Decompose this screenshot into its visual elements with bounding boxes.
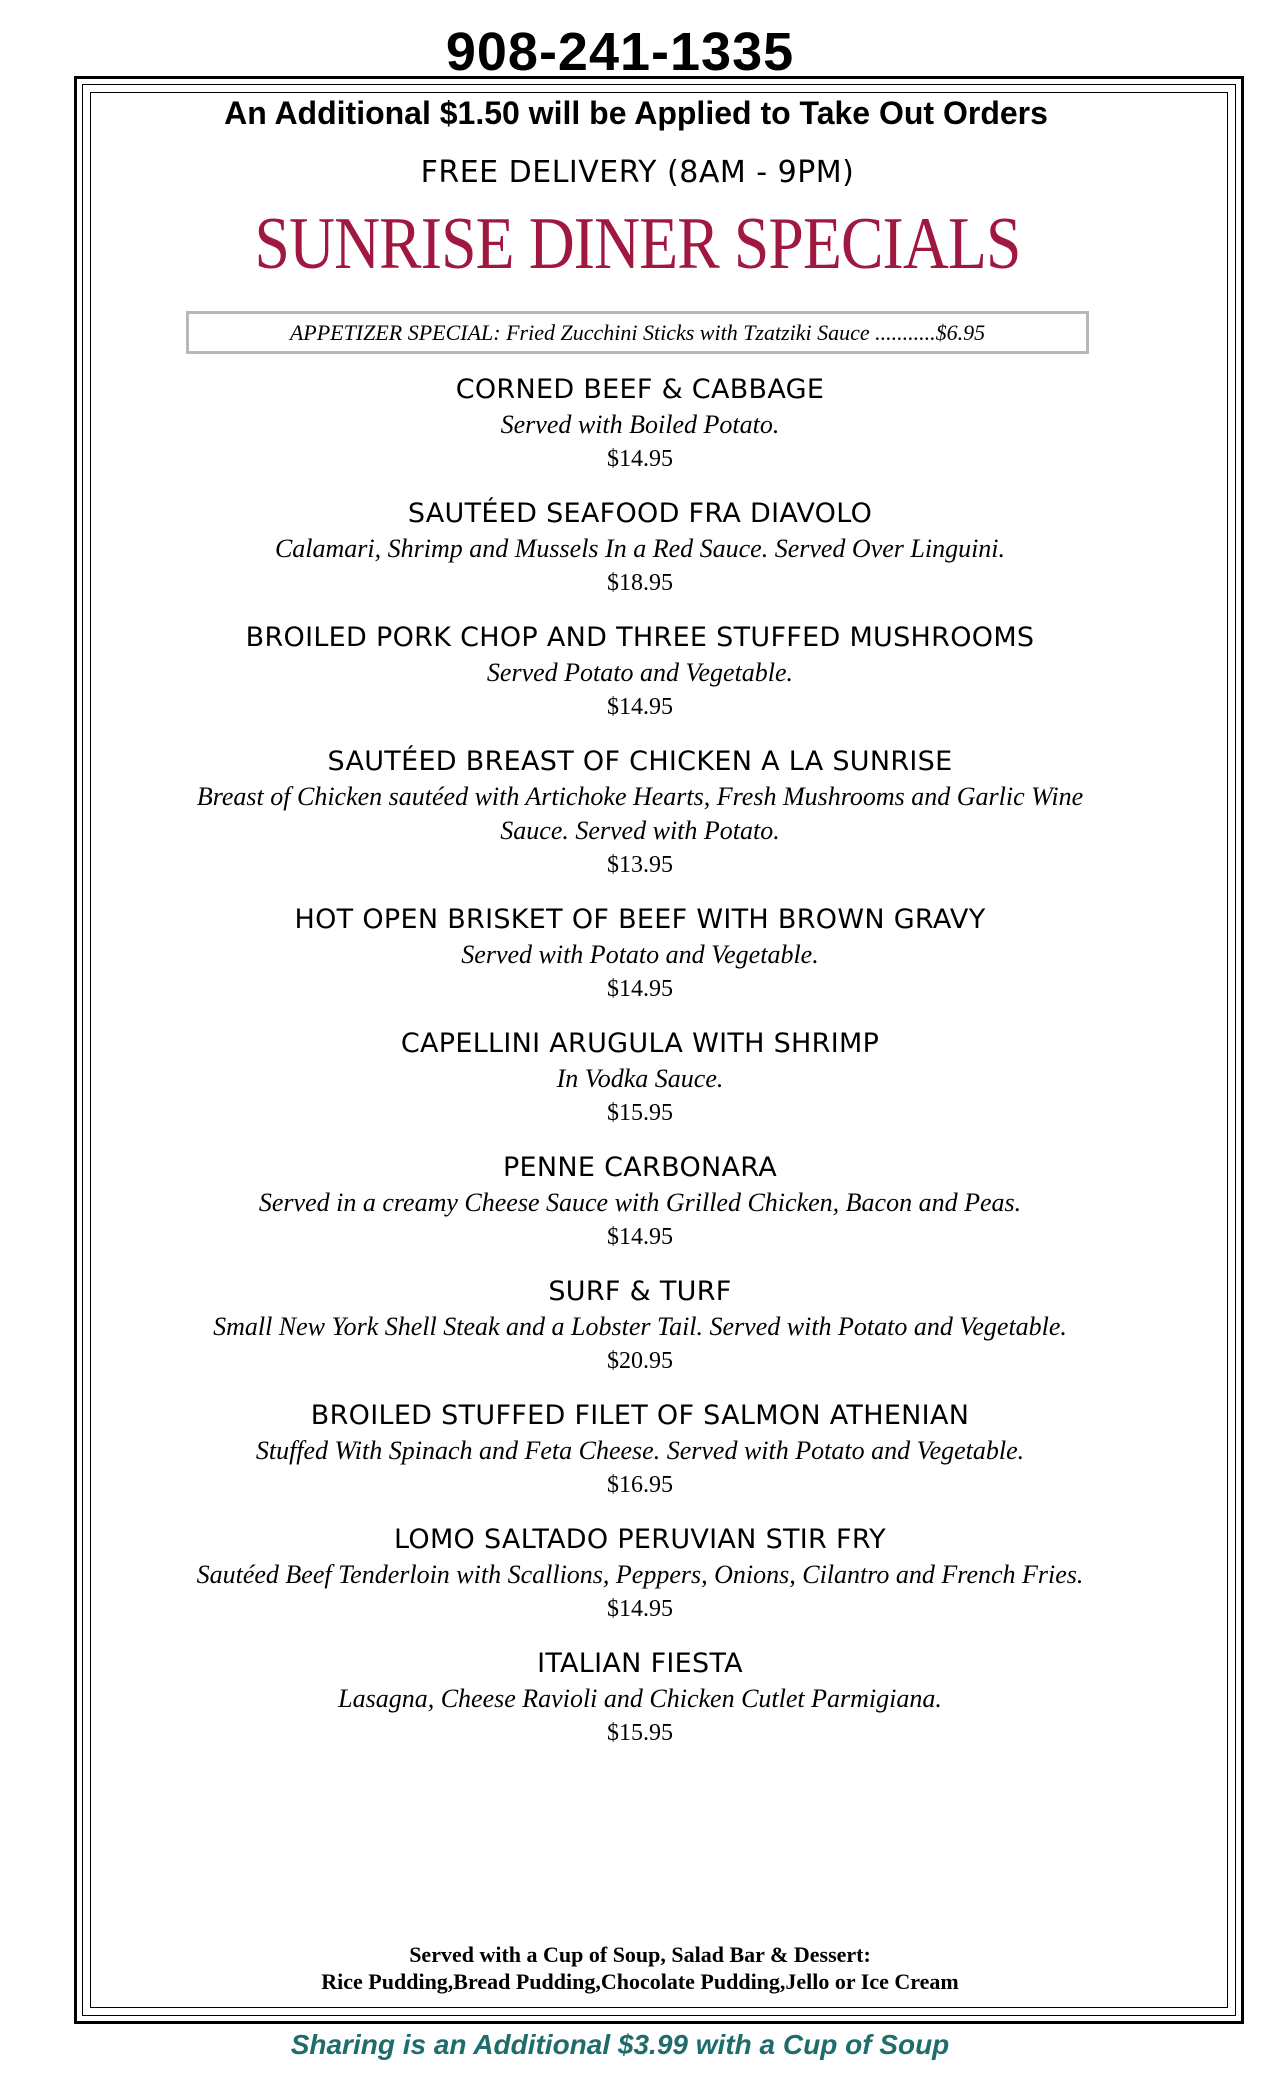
takeout-notice: An Additional $1.50 will be Applied to Take Out Orders [96,94,1176,132]
item-price: $20.95 [607,1348,673,1374]
item-description: Served in a creamy Cheese Sauce with Grilled Chicken, Bacon and Peas. [258,1188,1022,1217]
included-sides-line2: Rice Pudding,Bread Pudding,Chocolate Pudding,Jello or Ice Cream [321,1969,959,1994]
item-name: LOMO SALTADO PERUVIAN STIR FRY [394,1524,886,1555]
menu-item [180,372,1100,476]
item-price: $15.95 [607,1100,673,1126]
item-description: Served Potato and Vegetable. [486,658,794,687]
menu-item [180,1026,1100,1130]
item-description: Small New York Shell Steak and a Lobster Tail. Served with Potato and Vegetable. [213,1312,1067,1341]
item-description: Calamari, Shrimp and Mussels In a Red Sauce. Served Over Linguini. [274,534,1006,563]
item-name: ITALIAN FIESTA [537,1648,743,1679]
sharing-notice: Sharing is an Additional $3.99 with a Cup of Soup [290,2029,950,2060]
menu-item [180,496,1100,600]
menu-item [180,902,1100,1006]
item-price: $14.95 [607,446,673,472]
menu-item [180,1646,1100,1750]
item-name: CORNED BEEF & CABBAGE [455,374,825,405]
item-price: $15.95 [607,1720,673,1746]
item-name: SURF & TURF [548,1276,732,1307]
item-description: Breast of Chicken sautéed with Artichoke Hearts, Fresh Mushrooms and Garlic Wine Sauce. Served with Potato. [196,782,1084,845]
menu-item [180,1150,1100,1254]
item-price: $14.95 [607,976,673,1002]
item-description: Stuffed With Spinach and Feta Cheese. Served with Potato and Vegetable. [255,1436,1025,1465]
item-description: Served with Boiled Potato. [500,410,780,439]
item-name: SAUTÉED SEAFOOD FRA DIAVOLO [407,498,873,529]
menu-item [180,1522,1100,1626]
item-description: Lasagna, Cheese Ravioli and Chicken Cutlet Parmigiana. [338,1684,942,1713]
appetizer-special-text: APPETIZER SPECIAL: Fried Zucchini Sticks with Tzatziki Sauce ...........$6.95 [289,320,986,345]
included-sides-note [180,1941,1100,1995]
item-name: HOT OPEN BRISKET OF BEEF WITH BROWN GRAVY [294,904,986,935]
item-name: CAPELLINI ARUGULA WITH SHRIMP [400,1028,880,1059]
menu-item [180,620,1100,724]
item-name: PENNE CARBONARA [502,1152,778,1183]
item-description: Sautéed Beef Tenderloin with Scallions, Peppers, Onions, Cilantro and French Fries. [196,1560,1084,1589]
phone-number: 908-241-1335 [445,22,795,82]
item-description: Served with Potato and Vegetable. [461,940,819,969]
item-price: $16.95 [607,1472,673,1498]
item-price: $14.95 [607,1596,673,1622]
item-price: $14.95 [607,694,673,720]
menu-item [180,1398,1100,1502]
page-title: SUNRISE DINER SPECIALS [254,203,1021,285]
delivery-hours: FREE DELIVERY (8AM - 9PM) [420,155,855,190]
specials-list [180,372,1100,1770]
item-price: $14.95 [607,1224,673,1250]
menu-item [180,1274,1100,1378]
menu-item [180,744,1100,882]
item-name: BROILED PORK CHOP AND THREE STUFFED MUSHROOMS [245,622,1035,653]
included-sides-line1: Served with a Cup of Soup, Salad Bar & Dessert: [409,1942,871,1967]
item-description: In Vodka Sauce. [556,1064,724,1093]
item-price: $18.95 [607,570,673,596]
appetizer-special-box [186,311,1089,354]
item-name: BROILED STUFFED FILET OF SALMON ATHENIAN [310,1400,970,1431]
item-price: $13.95 [607,852,673,878]
item-name: SAUTÉED BREAST OF CHICKEN A LA SUNRISE [327,746,953,777]
